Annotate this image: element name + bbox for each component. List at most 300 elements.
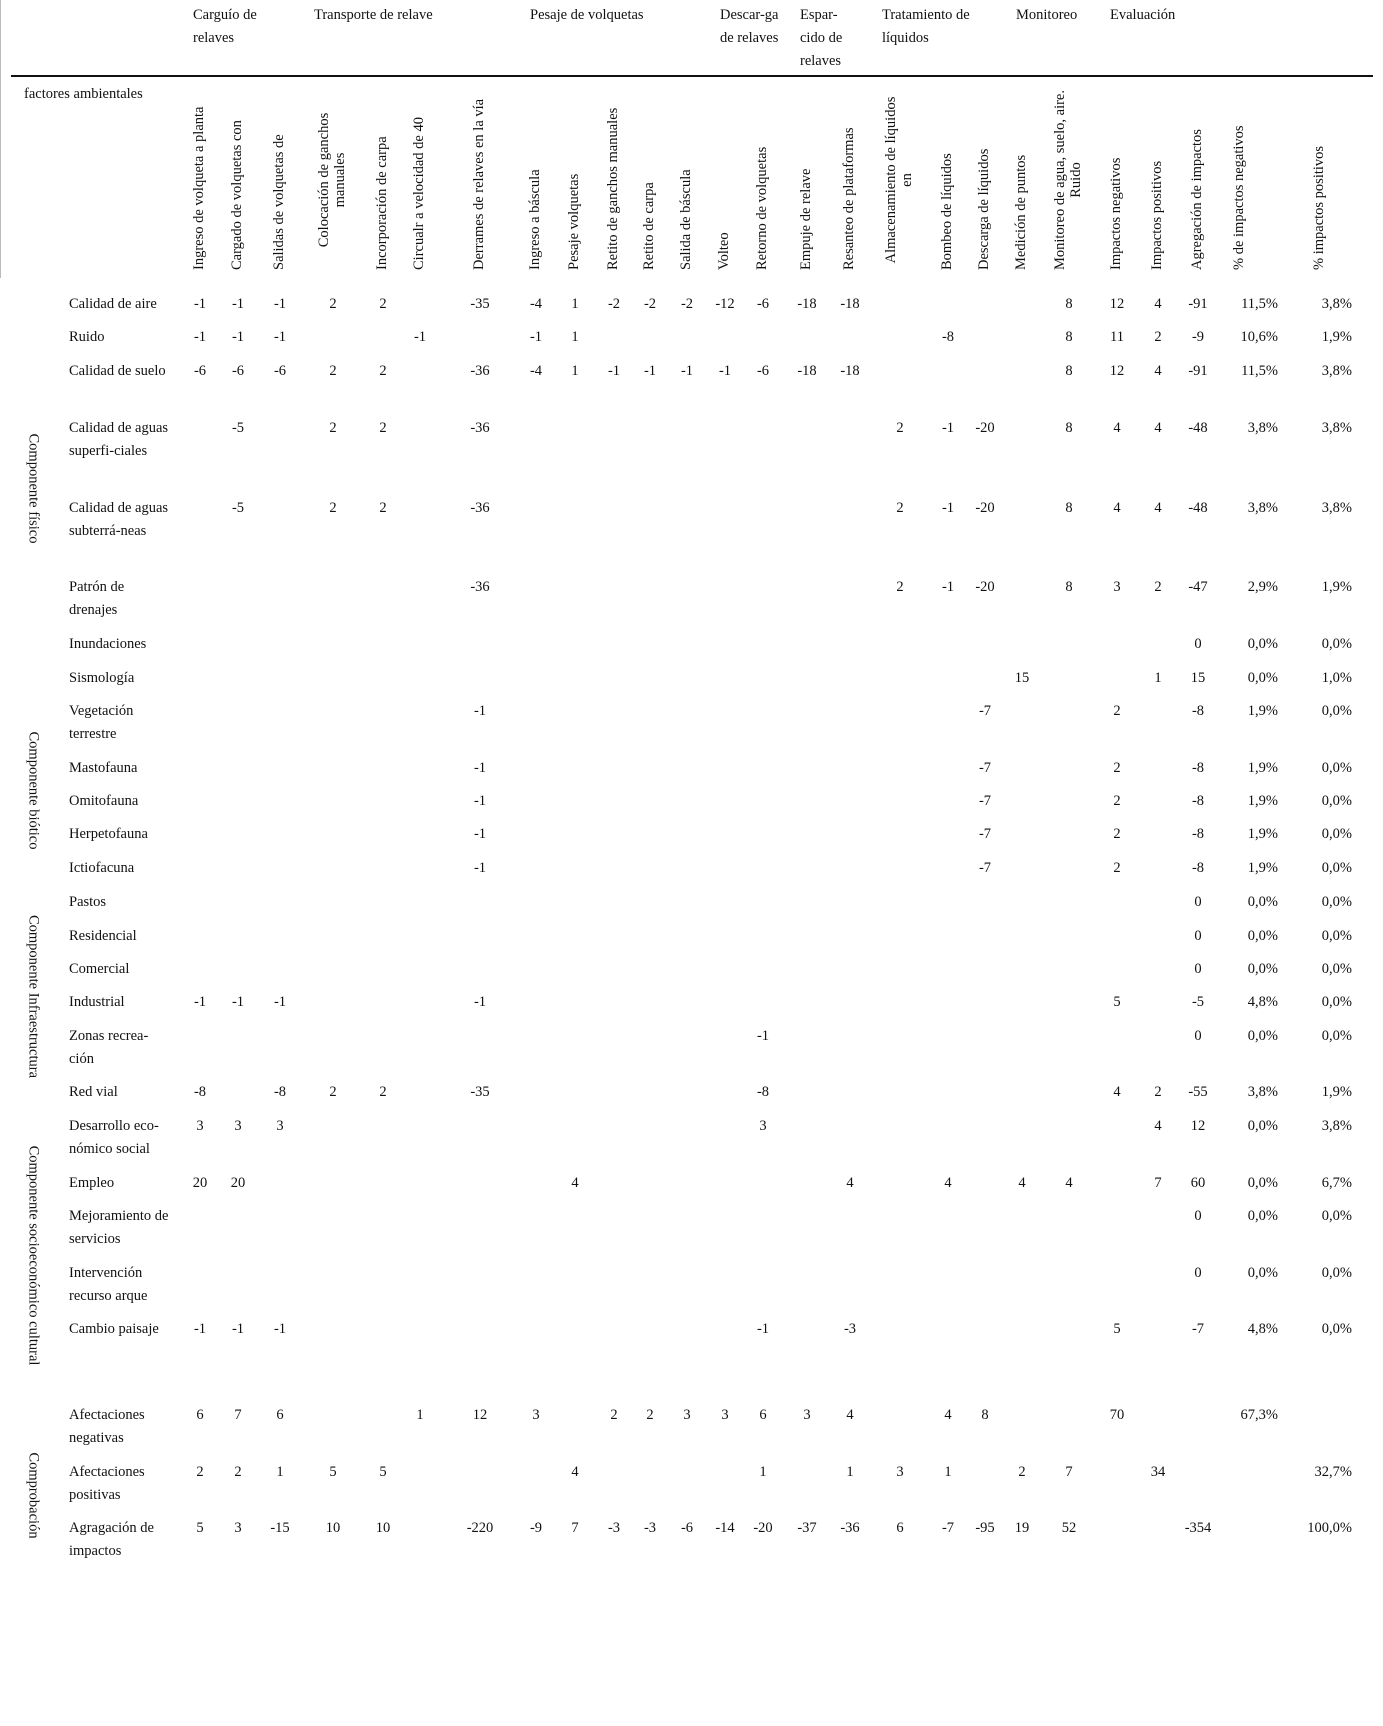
row-label: Inundaciones [69, 636, 147, 652]
table-cell: 12 [1109, 296, 1125, 312]
row-label: Afectaciones negativas [69, 1407, 145, 1446]
table-cell: 1 [276, 1464, 284, 1480]
column-header-14: Empuje de relave [798, 168, 814, 270]
table-cell: 10 [375, 1520, 391, 1536]
table-cell: 3 [759, 1118, 767, 1134]
row-label: Sismología [69, 670, 135, 686]
table-cell: 4 [1154, 363, 1162, 379]
table-cell: 1 [571, 296, 579, 312]
row-label: Empleo [69, 1175, 115, 1191]
table-cell: 3 [803, 1407, 811, 1423]
table-cell: 4 [1154, 296, 1162, 312]
table-cell: 8 [1065, 363, 1073, 379]
table-cell: 34 [1150, 1464, 1166, 1480]
table-cell: 4,8% [1247, 994, 1278, 1010]
table-cell: -18 [797, 363, 817, 379]
table-cell: -3 [643, 1520, 657, 1536]
table-cell: -3 [843, 1321, 857, 1337]
row-label: Agragación de impactos [69, 1520, 154, 1559]
table-cell: 0,0% [1321, 703, 1352, 719]
row-label: Ruido [69, 329, 105, 345]
table-cell: -1 [273, 1321, 287, 1337]
table-cell: 8 [1065, 420, 1073, 436]
table-cell: 0,0% [1321, 994, 1352, 1010]
table-cell: -1 [473, 826, 487, 842]
table-cell: -6 [756, 296, 770, 312]
table-cell: 1 [416, 1407, 424, 1423]
table-cell: 6 [896, 1520, 904, 1536]
row-label: Calidad de aguas superfi-ciales [69, 420, 169, 459]
process-group-0: Carguío de relaves [193, 7, 257, 46]
table-cell: 32,7% [1314, 1464, 1352, 1480]
table-cell: 4 [1113, 1084, 1121, 1100]
table-cell: 1,9% [1321, 579, 1352, 595]
table-cell: -48 [1188, 420, 1208, 436]
table-cell: -8 [1191, 760, 1205, 776]
table-cell: 7 [571, 1520, 579, 1536]
table-cell: 0,0% [1321, 793, 1352, 809]
table-cell: 2 [234, 1464, 242, 1480]
row-label: Zonas recrea-ción [69, 1028, 149, 1067]
table-cell: 4 [1018, 1175, 1026, 1191]
table-cell: 0,0% [1247, 894, 1278, 910]
table-cell: 1,9% [1247, 793, 1278, 809]
process-group-6: Monitoreo [1016, 7, 1078, 23]
table-cell: 6 [196, 1407, 204, 1423]
table-cell: 3,8% [1247, 500, 1278, 516]
table-cell: 1 [759, 1464, 767, 1480]
table-cell: -18 [797, 296, 817, 312]
table-cell: -47 [1188, 579, 1208, 595]
table-cell: 2 [196, 1464, 204, 1480]
table-cell: 0,0% [1321, 1208, 1352, 1224]
table-cell: -1 [473, 860, 487, 876]
table-cell: -55 [1188, 1084, 1208, 1100]
table-cell: 4 [846, 1407, 854, 1423]
row-label: Industrial [69, 994, 125, 1010]
table-cell: -1 [718, 363, 732, 379]
table-cell: 3 [721, 1407, 729, 1423]
row-label: Herpetofauna [69, 826, 148, 842]
table-cell: 2 [1018, 1464, 1026, 1480]
table-cell: 5 [1113, 1321, 1121, 1337]
table-cell: 5 [196, 1520, 204, 1536]
table-cell: -1 [193, 994, 207, 1010]
table-cell: 0,0% [1321, 1028, 1352, 1044]
component-label-3: Componente socioeconómico cultural [25, 1145, 42, 1366]
row-label: Cambio paisaje [69, 1321, 159, 1337]
table-cell: 2 [379, 500, 387, 516]
column-header-16: Almacenamiento de líquidos en [883, 96, 915, 264]
table-cell: 0,0% [1247, 1208, 1278, 1224]
table-cell: 3 [896, 1464, 904, 1480]
table-cell: 15 [1190, 670, 1206, 686]
table-cell: -7 [1191, 1321, 1205, 1337]
column-header-0: Ingreso de volqueta a planta [191, 106, 207, 270]
column-header-2: Salidas de volquetas de [271, 134, 287, 270]
table-cell: 100,0% [1307, 1520, 1352, 1536]
table-cell: -7 [978, 760, 992, 776]
table-cell: 3,8% [1321, 296, 1352, 312]
table-cell: -9 [1191, 329, 1205, 345]
table-cell: 0 [1194, 1265, 1202, 1281]
row-label: Calidad de suelo [69, 363, 166, 379]
table-cell: -1 [193, 1321, 207, 1337]
table-cell: 3 [276, 1118, 284, 1134]
table-cell: 3 [683, 1407, 691, 1423]
column-header-9: Retito de ganchos manuales [605, 107, 621, 270]
table-cell: 0,0% [1247, 1118, 1278, 1134]
row-label: Comercial [69, 961, 130, 977]
table-cell: 0,0% [1321, 961, 1352, 977]
table-cell: 0,0% [1247, 1265, 1278, 1281]
column-header-12: Volteo [716, 232, 732, 270]
column-header-10: Retito de carpa [641, 182, 657, 270]
table-cell: 10 [325, 1520, 341, 1536]
table-cell: -36 [470, 363, 490, 379]
table-cell: -8 [941, 329, 955, 345]
column-header-19: Medición de puntos [1013, 154, 1029, 270]
column-header-23: Agregación de impactos [1189, 129, 1205, 270]
row-label: Intervención recurso arque [69, 1265, 148, 1304]
table-cell: 4 [1065, 1175, 1073, 1191]
table-cell: 0,0% [1247, 1028, 1278, 1044]
table-cell: -1 [756, 1321, 770, 1337]
table-cell: -7 [978, 826, 992, 842]
table-cell: 2 [1154, 329, 1162, 345]
header-divider [11, 75, 1373, 77]
table-cell: 1,9% [1247, 826, 1278, 842]
table-cell: 0 [1194, 961, 1202, 977]
table-cell: 4 [571, 1175, 579, 1191]
table-cell: 5 [1113, 994, 1121, 1010]
table-cell: 0,0% [1247, 670, 1278, 686]
table-cell: 1,9% [1321, 329, 1352, 345]
column-header-11: Salida de báscula [678, 169, 694, 270]
table-cell: -48 [1188, 500, 1208, 516]
table-cell: -354 [1184, 1520, 1212, 1536]
table-cell: -1 [413, 329, 427, 345]
table-cell: -8 [273, 1084, 287, 1100]
table-cell: -20 [975, 579, 995, 595]
table-cell: 11,5% [1241, 363, 1278, 379]
table-cell: -1 [273, 296, 287, 312]
table-cell: -18 [840, 363, 860, 379]
table-cell: 4 [944, 1175, 952, 1191]
column-header-8: Pesaje volquetas [566, 173, 582, 270]
table-cell: 3,8% [1321, 500, 1352, 516]
table-cell: 4 [846, 1175, 854, 1191]
table-cell: -36 [470, 579, 490, 595]
row-label: Omitofauna [69, 793, 139, 809]
row-label: Ictiofacuna [69, 860, 135, 876]
table-cell: -8 [1191, 793, 1205, 809]
table-cell: 4,8% [1247, 1321, 1278, 1337]
table-cell: -1 [473, 793, 487, 809]
component-label-1: Componente biótico [25, 731, 42, 850]
table-cell: -8 [1191, 703, 1205, 719]
table-cell: 0,0% [1321, 636, 1352, 652]
table-cell: -6 [231, 363, 245, 379]
process-group-4: Espar-cido de relaves [800, 7, 843, 69]
table-cell: 1,9% [1247, 703, 1278, 719]
table-cell: 1,9% [1247, 860, 1278, 876]
table-cell: 1,0% [1321, 670, 1352, 686]
table-cell: -1 [193, 296, 207, 312]
table-cell: 8 [1065, 329, 1073, 345]
table-cell: 20 [230, 1175, 246, 1191]
table-cell: 8 [1065, 296, 1073, 312]
factores-label: factores ambientales [24, 86, 143, 102]
table-cell: 0,0% [1247, 928, 1278, 944]
table-cell: 2 [379, 420, 387, 436]
column-header-17: Bombeo de líquidos [939, 153, 955, 270]
left-border [0, 0, 1, 278]
table-cell: 1,9% [1321, 1084, 1352, 1100]
process-group-5: Tratamiento de líquidos [882, 7, 970, 46]
table-cell: 0,0% [1247, 961, 1278, 977]
table-cell: -36 [470, 500, 490, 516]
table-cell: -7 [978, 793, 992, 809]
table-cell: 4 [944, 1407, 952, 1423]
table-cell: 7 [234, 1407, 242, 1423]
table-cell: 2 [1113, 703, 1121, 719]
table-cell: 0 [1194, 928, 1202, 944]
row-label: Calidad de aire [69, 296, 157, 312]
table-cell: -37 [797, 1520, 817, 1536]
table-cell: 52 [1061, 1520, 1077, 1536]
table-cell: 6,7% [1321, 1175, 1352, 1191]
table-cell: -6 [756, 363, 770, 379]
table-cell: -2 [643, 296, 657, 312]
table-cell: 0,0% [1247, 636, 1278, 652]
table-cell: -1 [941, 420, 955, 436]
table-cell: -9 [529, 1520, 543, 1536]
table-cell: 2 [329, 1084, 337, 1100]
table-cell: 2 [896, 500, 904, 516]
table-cell: 4 [1154, 1118, 1162, 1134]
table-cell: 12 [1190, 1118, 1206, 1134]
table-cell: -1 [273, 994, 287, 1010]
table-cell: 3,8% [1321, 420, 1352, 436]
process-group-7: Evaluación [1110, 7, 1176, 23]
table-cell: -1 [473, 760, 487, 776]
process-group-1: Transporte de relave [314, 7, 433, 23]
table-cell: 2 [896, 579, 904, 595]
table-cell: 8 [981, 1407, 989, 1423]
table-cell: 4 [1113, 500, 1121, 516]
table-cell: -7 [978, 703, 992, 719]
table-cell: 6 [276, 1407, 284, 1423]
table-cell: 3,8% [1247, 1084, 1278, 1100]
table-cell: -8 [1191, 826, 1205, 842]
table-cell: -20 [975, 500, 995, 516]
row-label: Mejoramiento de servicios [69, 1208, 169, 1247]
row-label: Red vial [69, 1084, 118, 1100]
table-cell: 12 [472, 1407, 488, 1423]
table-cell: 2 [610, 1407, 618, 1423]
table-cell: 3 [532, 1407, 540, 1423]
table-cell: -5 [231, 420, 245, 436]
table-cell: 1 [571, 363, 579, 379]
process-group-2: Pesaje de volquetas [530, 7, 644, 23]
table-cell: 1,9% [1247, 760, 1278, 776]
table-cell: 4 [1154, 420, 1162, 436]
table-cell: 12 [1109, 363, 1125, 379]
table-cell: 7 [1065, 1464, 1073, 1480]
table-cell: 0,0% [1321, 760, 1352, 776]
table-cell: -1 [231, 329, 245, 345]
table-cell: -4 [529, 363, 543, 379]
table-cell: 2 [1113, 860, 1121, 876]
table-cell: 4 [1113, 420, 1121, 436]
table-cell: -91 [1188, 296, 1208, 312]
table-cell: 2 [329, 296, 337, 312]
table-cell: -35 [470, 296, 490, 312]
row-label: Calidad de aguas subterrá-neas [69, 500, 169, 539]
column-header-1: Cargado de volquetas con [229, 120, 245, 270]
table-cell: -6 [273, 363, 287, 379]
process-group-3: Descar-ga de relaves [720, 7, 779, 46]
table-cell: -1 [529, 329, 543, 345]
table-cell: 2 [1154, 579, 1162, 595]
table-cell: 2,9% [1247, 579, 1278, 595]
table-cell: -1 [231, 296, 245, 312]
column-header-15: Resanteo de plataformas [841, 127, 857, 270]
table-cell: -1 [607, 363, 621, 379]
column-header-4: Incorporación de carpa [374, 136, 390, 270]
table-cell: 3 [196, 1118, 204, 1134]
table-cell: -2 [680, 296, 694, 312]
table-cell: 2 [329, 420, 337, 436]
table-cell: 0,0% [1321, 928, 1352, 944]
column-header-25: % impactos positivos [1311, 145, 1327, 270]
table-cell: 19 [1014, 1520, 1030, 1536]
table-cell: 60 [1190, 1175, 1206, 1191]
table-cell: 2 [1154, 1084, 1162, 1100]
table-cell: -1 [193, 329, 207, 345]
table-cell: -8 [756, 1084, 770, 1100]
table-cell: 0 [1194, 636, 1202, 652]
table-cell: 3 [1113, 579, 1121, 595]
table-cell: 4 [1154, 500, 1162, 516]
column-header-7: Ingreso a báscula [527, 169, 543, 270]
table-cell: -1 [643, 363, 657, 379]
table-cell: -2 [607, 296, 621, 312]
component-label-4: Comprobación [25, 1452, 42, 1539]
table-cell: -20 [975, 420, 995, 436]
table-cell: -95 [975, 1520, 995, 1536]
table-cell: 10,6% [1240, 329, 1278, 345]
table-cell: 2 [1113, 793, 1121, 809]
table-cell: 70 [1109, 1407, 1125, 1423]
table-cell: -1 [231, 994, 245, 1010]
row-label: Vegetación terrestre [69, 703, 134, 742]
table-cell: 3,8% [1247, 420, 1278, 436]
table-cell: 3 [234, 1520, 242, 1536]
table-cell: 5 [379, 1464, 387, 1480]
table-cell: 11,5% [1241, 296, 1278, 312]
table-cell: 8 [1065, 579, 1073, 595]
table-cell: 0,0% [1321, 1321, 1352, 1337]
row-label: Residencial [69, 928, 137, 944]
table-cell: 0 [1194, 1028, 1202, 1044]
row-label: Pastos [69, 894, 107, 910]
table-cell: -6 [193, 363, 207, 379]
table-cell: 2 [896, 420, 904, 436]
component-label-2: Componente Infraestructura [25, 914, 42, 1079]
table-cell: 0,0% [1321, 826, 1352, 842]
table-cell: -4 [529, 296, 543, 312]
row-label: Patrón de drenajes [69, 579, 125, 618]
table-cell: 20 [192, 1175, 208, 1191]
row-label: Afectaciones positivas [69, 1464, 145, 1503]
table-cell: 3,8% [1321, 1118, 1352, 1134]
table-cell: -6 [680, 1520, 694, 1536]
table-cell: 0,0% [1321, 1265, 1352, 1281]
table-cell: -20 [753, 1520, 773, 1536]
column-header-20: Monitoreo de agua, suelo, aire. Ruido [1052, 90, 1084, 270]
table-cell: -8 [193, 1084, 207, 1100]
table-cell: 0 [1194, 894, 1202, 910]
table-cell: -1 [680, 363, 694, 379]
table-cell: 7 [1154, 1175, 1162, 1191]
column-header-6: Derrames de relaves en la vía [471, 98, 487, 270]
table-cell: -35 [470, 1084, 490, 1100]
table-cell: -1 [756, 1028, 770, 1044]
table-cell: 0,0% [1321, 860, 1352, 876]
column-header-13: Retorno de volquetas [754, 146, 770, 270]
table-cell: 4 [571, 1464, 579, 1480]
table-cell: -7 [978, 860, 992, 876]
table-cell: -1 [473, 703, 487, 719]
column-header-21: Impactos negativos [1108, 157, 1124, 270]
table-cell: 5 [329, 1464, 337, 1480]
table-cell: 15 [1014, 670, 1030, 686]
table-cell: -1 [231, 1321, 245, 1337]
table-cell: -36 [470, 420, 490, 436]
table-cell: 0 [1194, 1208, 1202, 1224]
table-cell: 3,8% [1321, 363, 1352, 379]
row-label: Desarrollo eco-nómico social [69, 1118, 159, 1157]
column-header-24: % de impactos negativos [1231, 125, 1247, 270]
table-cell: 2 [1113, 760, 1121, 776]
table-cell: -36 [840, 1520, 860, 1536]
table-cell: -12 [715, 296, 735, 312]
table-cell: 2 [646, 1407, 654, 1423]
table-cell: -91 [1188, 363, 1208, 379]
table-cell: 2 [379, 296, 387, 312]
table-cell: 1 [1154, 670, 1162, 686]
table-cell: 1 [944, 1464, 952, 1480]
table-cell: -1 [941, 500, 955, 516]
table-cell: -18 [840, 296, 860, 312]
table-cell: 0,0% [1247, 1175, 1278, 1191]
table-cell: 2 [379, 1084, 387, 1100]
table-cell: 2 [329, 363, 337, 379]
column-header-18: Descarga de líquidos [976, 148, 992, 270]
table-cell: 2 [329, 500, 337, 516]
column-header-3: Colocación de ganchos manuales [316, 112, 348, 248]
table-cell: -1 [273, 329, 287, 345]
component-label-0: Componente físico [25, 433, 42, 544]
column-header-22: Impactos positivos [1149, 160, 1165, 270]
table-cell: 11 [1110, 329, 1124, 345]
table-cell: -8 [1191, 860, 1205, 876]
table-cell: -5 [1191, 994, 1205, 1010]
table-cell: 2 [1113, 826, 1121, 842]
row-label: Mastofauna [69, 760, 138, 776]
